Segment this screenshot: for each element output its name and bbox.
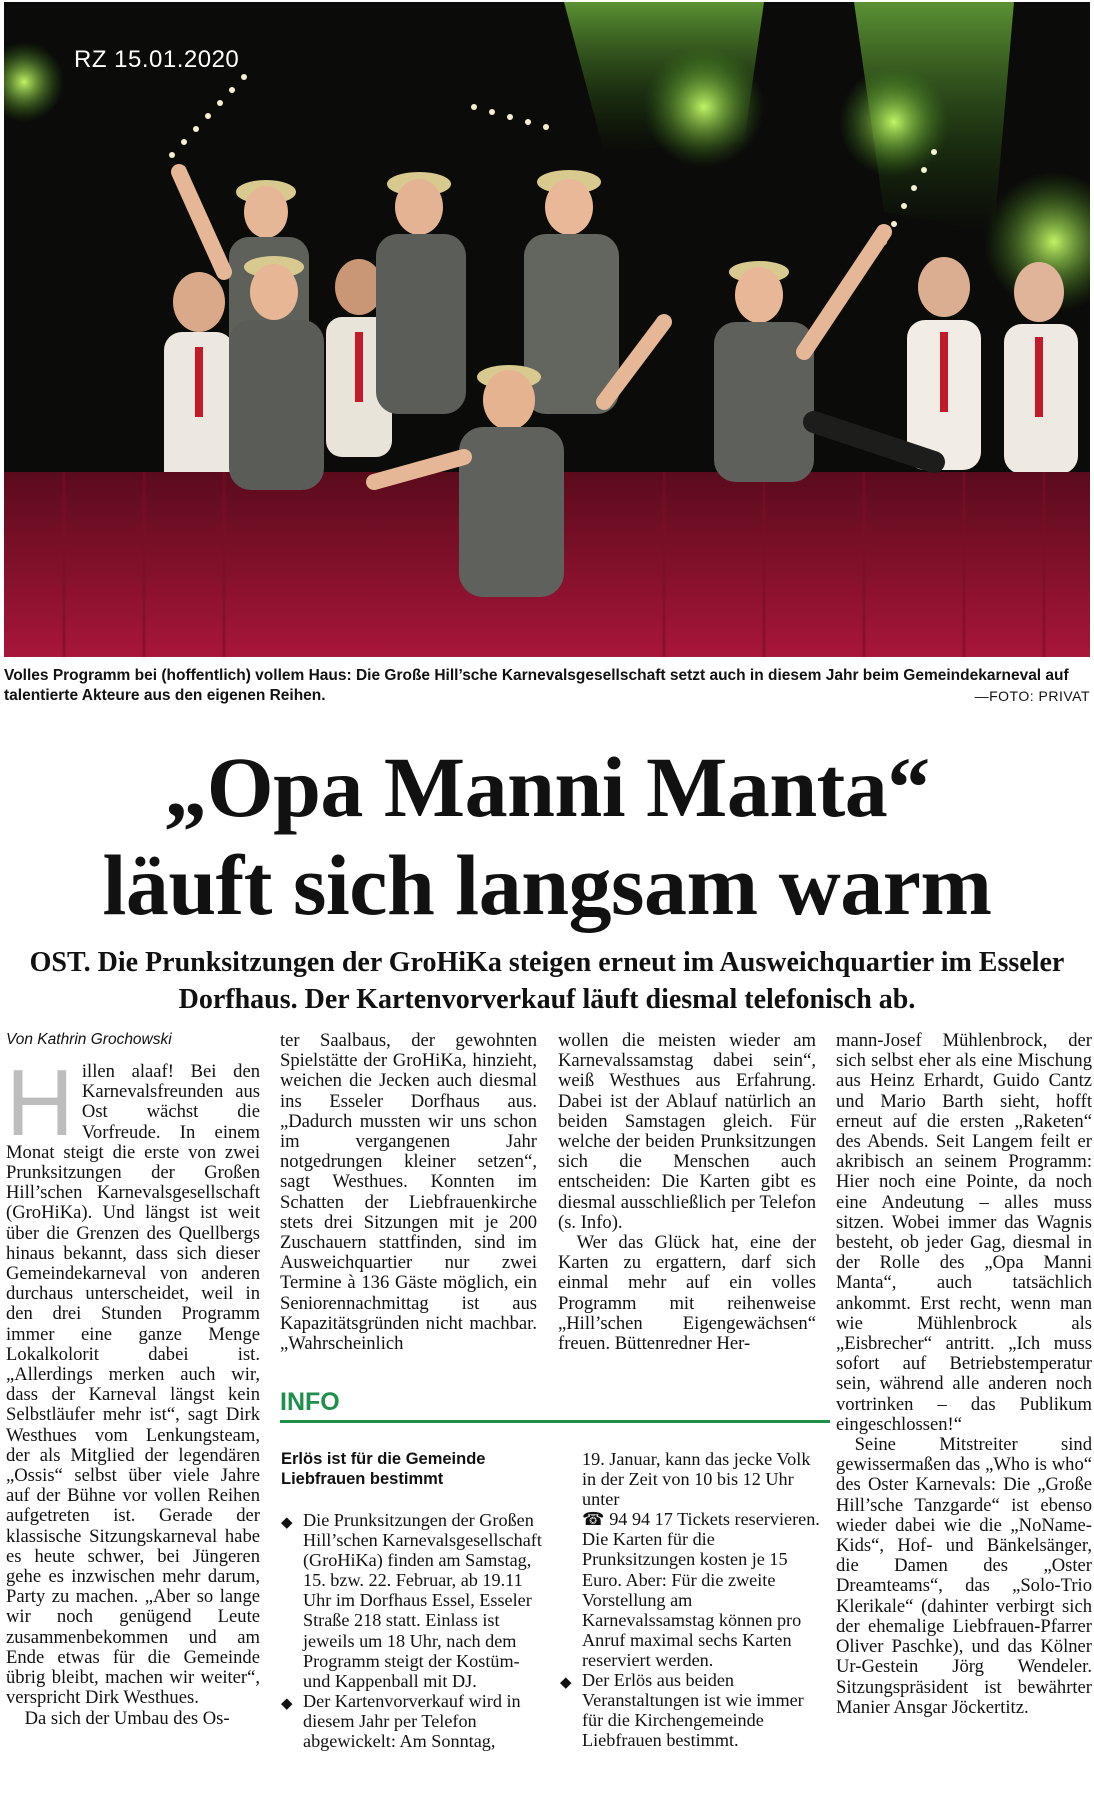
info-bullet-1 bbox=[281, 1510, 543, 1691]
article-column-1 bbox=[6, 1050, 260, 1729]
info-bullet-3-text: Der Erlös aus beiden Veranstaltungen ist wie immer für die Kirchengemeinde Liebfrauen bestimmt. bbox=[582, 1670, 804, 1751]
headline-line-2: läuft sich langsam warm bbox=[102, 837, 992, 933]
info-divider bbox=[280, 1420, 830, 1423]
caption-text: Volles Programm bei (hoffentlich) vollem Haus: Die Große Hill’sche Karnevalsgesellschaft setzt auch in diesem Jahr beim Gemeindekarneval auf talentierte Akteure aus den eigenen Reihen. bbox=[4, 667, 1069, 704]
date-stamp: RZ 15.01.2020 bbox=[74, 46, 240, 73]
bullet-icon: ◆ bbox=[560, 1675, 572, 1692]
column-3-paragraph-2: Wer das Glück hat, eine der Karten zu ergattern, darf sich einmal mehr auf ein volles Programm mit reihenweise „Hill’schen Eigengewächsen“ freuen. Büttenredner Her- bbox=[558, 1232, 816, 1355]
column-2-paragraph-1: ter Saalbaus, der gewohnten Spielstätte der GroHiKa, hinzieht, weichen die Jecken auch diesmal ins Esseler Dorfhaus aus. „Dadurch mussten wir uns schon im vergangenen Jahr notgedrungen kleiner setzen“, sagt Westhues. Konnten im Schatten der Liebfrauenkirche stets drei Sitzungen mit je 200 Zuschauern stattfinden, sind im Ausweichquartier nur zwei Termine à 136 Gäste möglich, ein Seniorennachmittag ist aus Kapazitätsgründen nicht machbar. „Wahrscheinlich bbox=[280, 1030, 537, 1355]
column-4-paragraph-2: Seine Mitstreiter sind gewissermaßen das „Who is who“ des Oster Karnevals: Die „Große Hill’sche Tanzgarde“ ist ebenso wieder dabei wie die „NoName-Kids“, Hof- und Bänkelsänger, die Damen des „Oster Dreamteams“, das „Solo-Trio Klerikale“ (dahinter verbirgt sich der ehemalige Liebfrauen-Pfarrer Oliver Paschke), und das Kölner Ur-Gestein Jörg Wendeler. Sitzungspräsident ist bewährter Manier Ansgar Jöckertitz. bbox=[836, 1434, 1092, 1718]
column-1-paragraph-1: illen alaaf! Bei den Karnevalsfreunden aus Ost wächst die Vorfreude. In einem Monat steigt die erste von zwei Prunksitzungen der Großen Hill’schen Karnevalsgesellschaft (GroHiKa). Und längst ist weit über die Grenzen des Quellbergs hinaus bekannt, dass sich dieser Gemeindekarneval von anderen durchaus unterscheidet, weil in den drei Stunden Programm immer eine ganze Menge Lokalkolorit dabei ist. „Allerdings merken auch wir, dass der Karneval längst kein Selbstläufer mehr ist“, sagt Dirk Westhues vom Lenkungsteam, der als Mitglied der legendären „Ossis“ selbst über viele Jahre auf der Bühne vor vollen Reihen aufgetreten ist. Gerade der klassische Sitzungskarneval habe es heute schwer, bei Jüngeren gehe es inzwischen mehr darum, Party zu machen. „Aber so lange wir noch genügend Leute zusammenbekommen und am Ende etwas für die Gemeinde übrig bleibt, machen wir weiter“, verspricht Dirk Westhues. bbox=[6, 1061, 260, 1709]
info-label: INFO bbox=[280, 1388, 340, 1416]
column-4-paragraph-1: mann-Josef Mühlenbrock, der sich selbst eher als eine Mischung aus Heinz Erhardt, Guido Cantz und Mario Barth sieht, hofft erneut auf die ersten „Raketen“ des Abends. Seit Langem feilt er akribisch an seinem Programm: Hier noch eine Pointe, da noch eine Andeutung – alles muss sitzen. Wobei immer das Wagnis besteht, ob jeder Gag, diesmal in der Rolle des „Opa Manni Manta“, auch tatsächlich ankommt. Erst recht, wenn man wie Mühlenbrock als „Eisbrecher“ antritt. „Ich muss sofort auf Betriebstemperatur sein, während alle anderen noch vortrinken – das Publikum eingeschlossen!“ bbox=[836, 1030, 1092, 1435]
column-3-paragraph-1: wollen die meisten wieder am Karnevalssamstag dabei sein“, weiß Westhues aus Erfahrung. Dabei ist der Ablauf natürlich an beiden Samstagen gleich. Für welche der beiden Prunksitzungen sich die Menschen auch entscheiden: Die Karten gibt es diesmal ausschließlich per Telefon (s. Info). bbox=[558, 1030, 816, 1233]
headline-line-1: „Opa Manni Manta“ bbox=[164, 739, 930, 835]
phone-number: 94 94 17 bbox=[609, 1509, 673, 1530]
phone-icon: ☎ bbox=[582, 1509, 605, 1530]
article-column-2 bbox=[280, 1031, 537, 1354]
info-bullet-1-text: Die Prunksitzungen der Großen Hill’schen Karnevalsgesellschaft (GroHiKa) finden am Samstag, 15. bzw. 22. Februar, ab 19.11 Uhr im Dorfhaus Essel, Esseler Straße 218 statt. Einlass ist jeweils um 18 Uhr, nach dem Programm steigt der Kostüm- und Kappenball mit DJ. bbox=[303, 1510, 542, 1691]
drop-cap: H bbox=[6, 1050, 74, 1155]
article-photo bbox=[4, 2, 1090, 657]
info-tickets-text-a: 19. Januar, kann das jecke Volk in der Zeit von 10 bis 12 Uhr unter bbox=[582, 1449, 811, 1510]
info-bullet-2 bbox=[281, 1691, 543, 1751]
bullet-icon: ◆ bbox=[281, 1515, 293, 1531]
photo-caption bbox=[4, 666, 1090, 706]
info-column-1 bbox=[281, 1510, 543, 1751]
author-byline: Von Kathrin Grochowski bbox=[6, 1031, 172, 1048]
stage-photo-illustration bbox=[4, 2, 1090, 657]
info-title: Erlös ist für die Gemeinde Liebfrauen bestimmt bbox=[281, 1450, 486, 1488]
bullet-icon: ◆ bbox=[281, 1695, 293, 1712]
info-bullet-3 bbox=[560, 1670, 822, 1750]
subtitle: OST. Die Prunksitzungen der GroHiKa steigen erneut im Ausweichquartier im Esseler Dorfhaus. Der Kartenvorverkauf läuft diesmal telefonisch ab. bbox=[29, 947, 1065, 1015]
info-bullet-2-text: Der Kartenvorverkauf wird in diesem Jahr per Telefon abgewickelt: Am Sonntag, bbox=[303, 1690, 521, 1752]
photo-credit: —FOTO: PRIVAT bbox=[974, 688, 1090, 704]
article-column-4 bbox=[836, 1031, 1092, 1718]
headline bbox=[0, 738, 1094, 934]
column-1-paragraph-2: Da sich der Umbau des Os- bbox=[24, 1707, 230, 1729]
info-tickets-text bbox=[582, 1449, 822, 1670]
article-column-3 bbox=[558, 1031, 816, 1354]
info-column-2 bbox=[560, 1449, 822, 1750]
info-tickets-text-b: Tickets reservieren. Die Karten für die Prunksitzungen kosten je 15 Euro. Aber: Für die zweite Vorstellung am Karnevalssamstag können pro Anruf maximal sechs Karten reserviert werden. bbox=[582, 1509, 820, 1670]
